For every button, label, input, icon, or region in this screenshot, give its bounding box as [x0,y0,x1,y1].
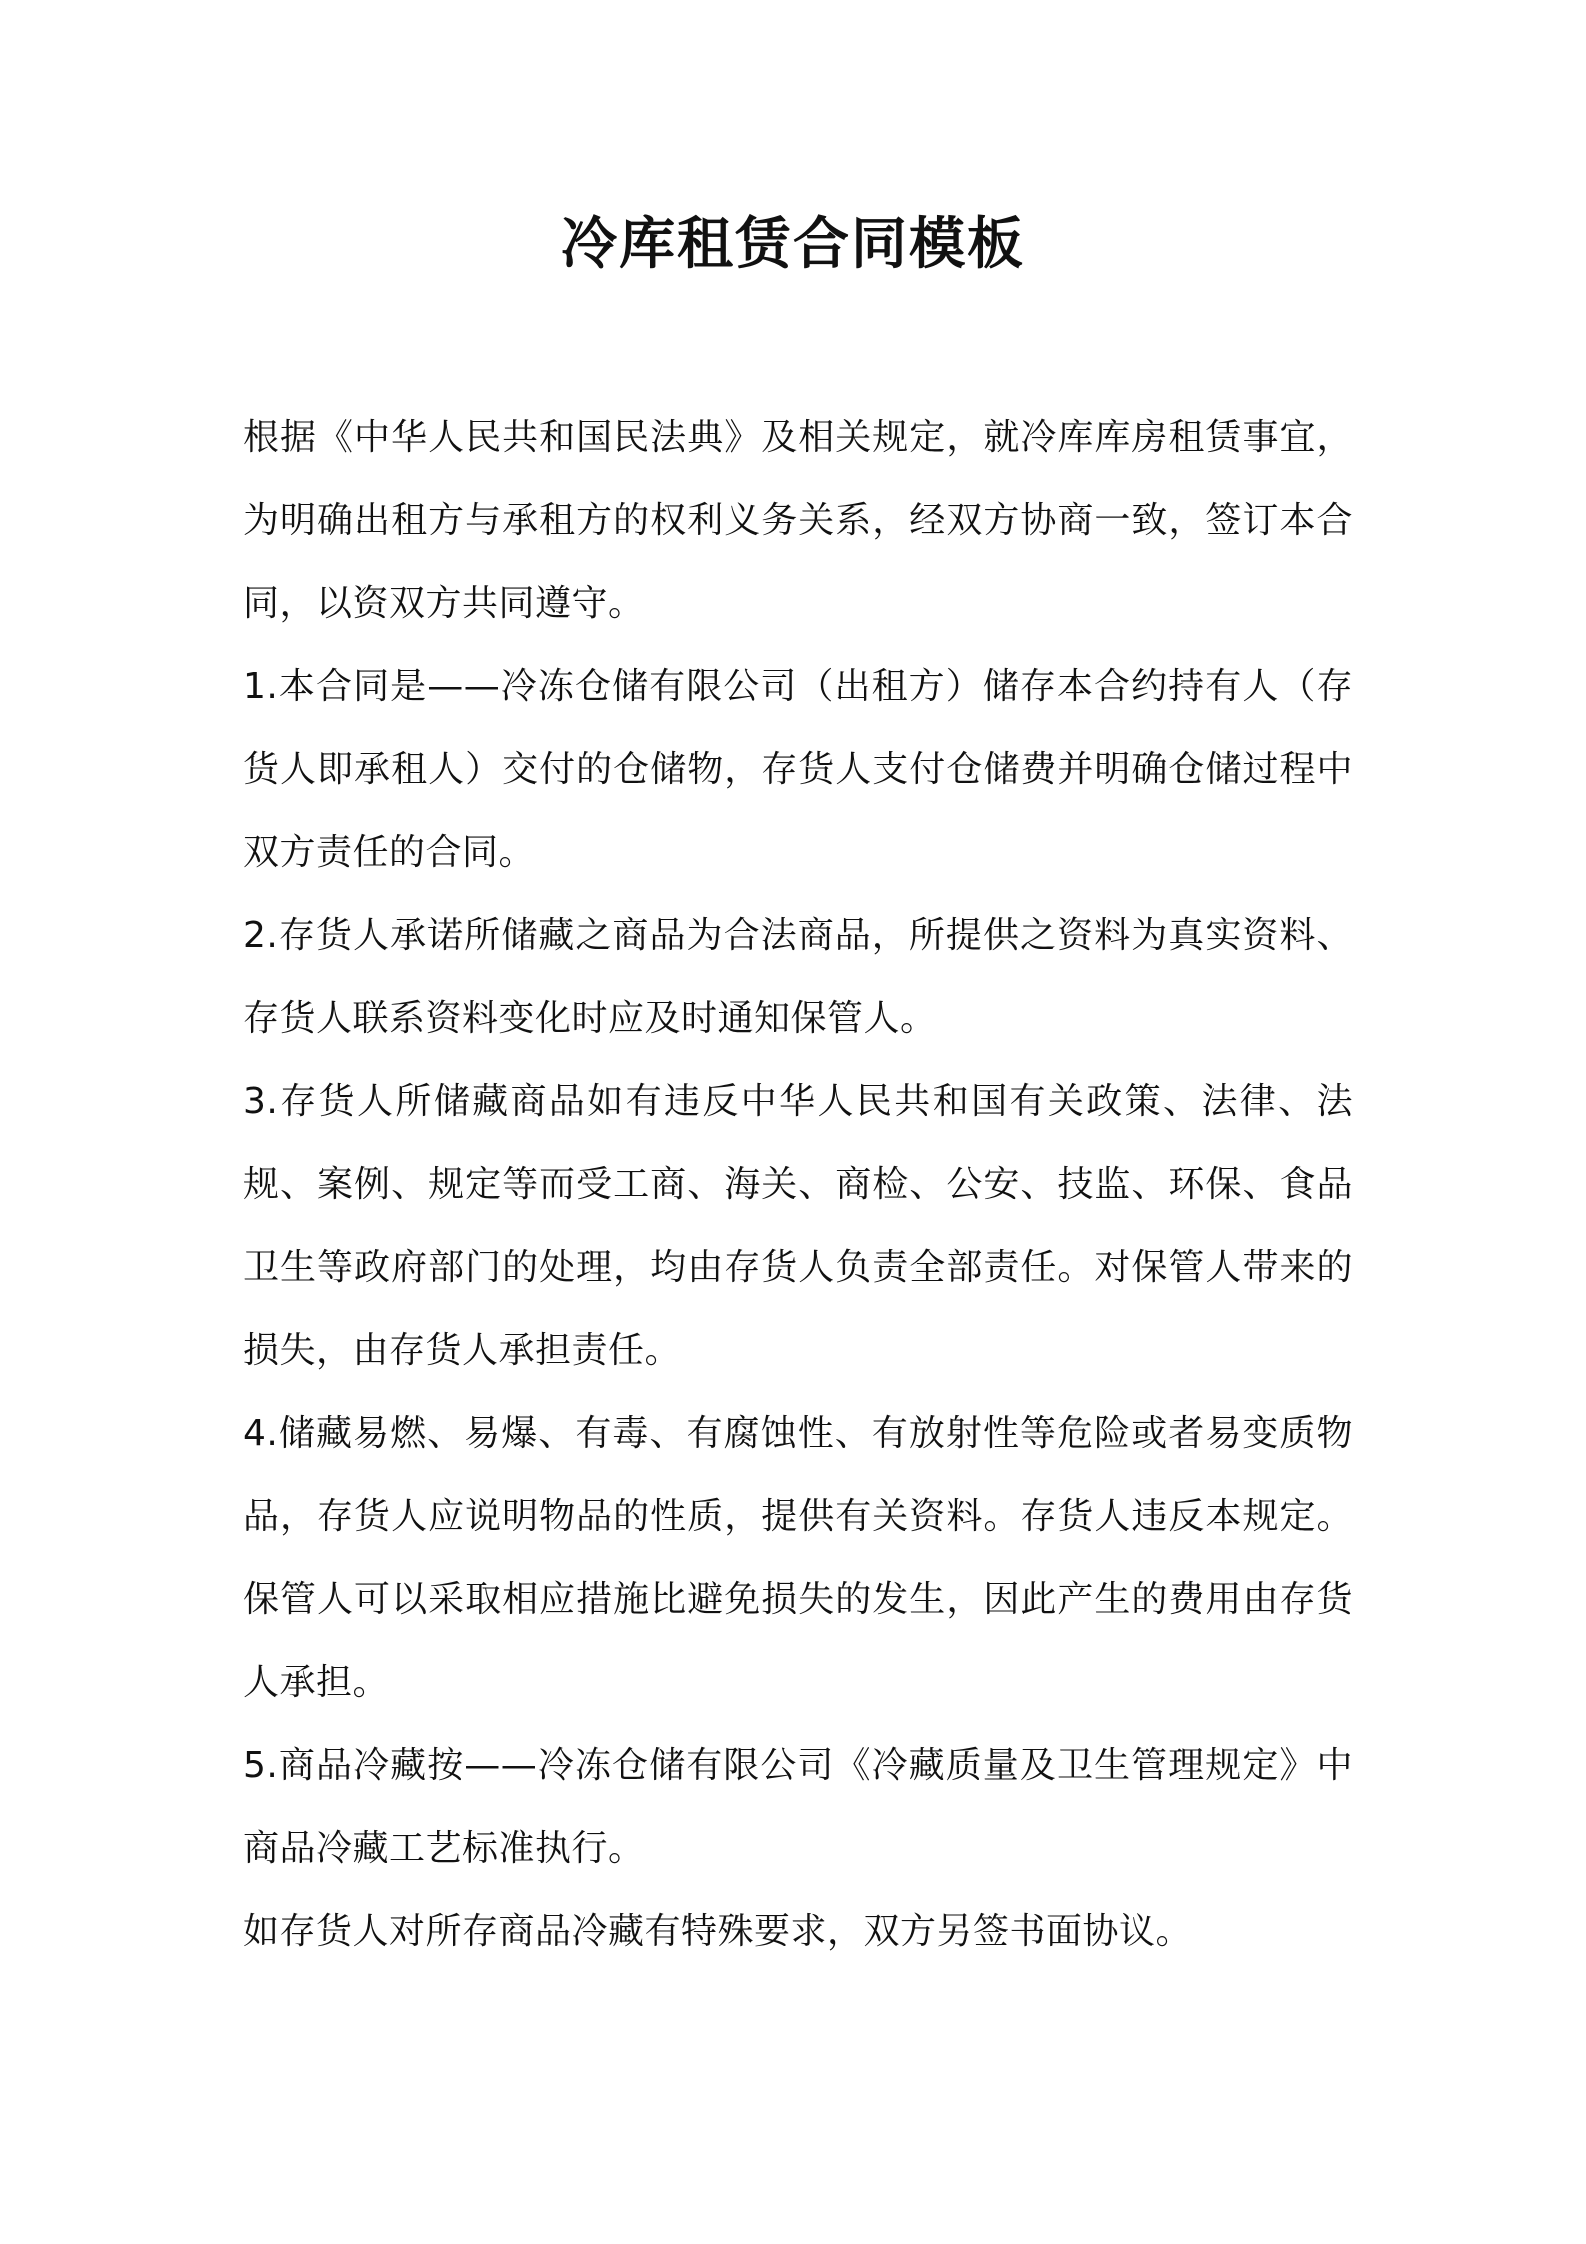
paragraph-clause-3: 3.存货人所储藏商品如有违反中华人民共和国有关政策、法律、法规、案例、规定等而受工商、海关、商检、公安、技监、环保、食品卫生等政府部门的处理，均由存货人负责全部责任。对保管人带来的损失，由存货人承担责任。 [243,1081,1353,1371]
paragraph-clause-4: 4.储藏易燃、易爆、有毒、有腐蚀性、有放射性等危险或者易变质物品，存货人应说明物品的性质，提供有关资料。存货人违反本规定。保管人可以采取相应措施比避免损失的发生，因此产生的费用由存货人承担。 [243,1413,1353,1703]
paragraph-special-requirements: 如存货人对所存商品冷藏有特殊要求，双方另签书面协议。 [243,1911,1193,1952]
paragraph-intro: 根据《中华人民共和国民法典》及相关规定，就冷库库房租赁事宜，为明确出租方与承租方的权利义务关系，经双方协商一致，签订本合同，以资双方共同遵守。 [243,417,1353,624]
paragraph-clause-1: 1.本合同是——冷冻仓储有限公司（出租方）储存本合约持有人（存货人即承租人）交付的仓储物，存货人支付仓储费并明确仓储过程中双方责任的合同。 [243,666,1353,873]
document-title: 冷库租赁合同模板 [561,212,1025,277]
paragraph-clause-2: 2.存货人承诺所储藏之商品为合法商品，所提供之资料为真实资料、存货人联系资料变化时应及时通知保管人。 [243,915,1353,1039]
document-body [243,396,1353,1973]
paragraph-clause-5: 5.商品冷藏按——冷冻仓储有限公司《冷藏质量及卫生管理规定》中商品冷藏工艺标准执行。 [243,1745,1353,1869]
